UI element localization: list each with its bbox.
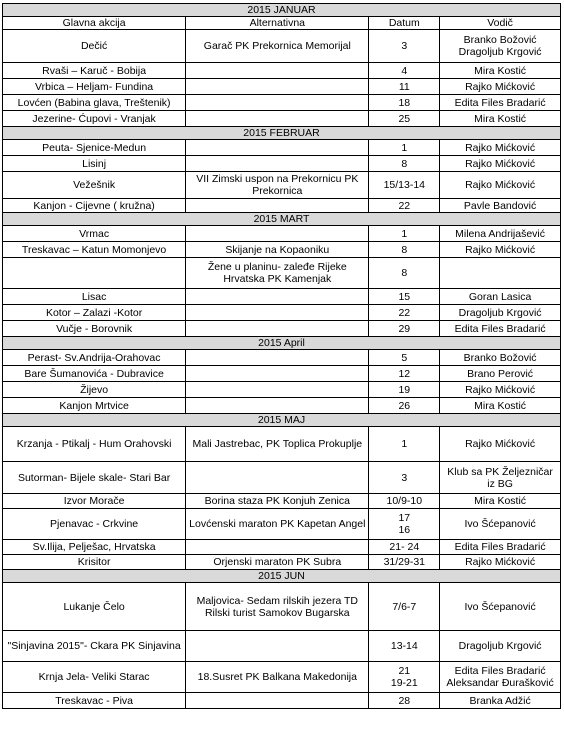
cell-vodic: Ivo Šćepanović: [440, 509, 561, 540]
cell-vodic: Rajko Mićković: [440, 140, 561, 156]
cell-datum: 15/13-14: [369, 172, 440, 199]
cell-alternativna: [186, 540, 369, 555]
cell-glavna-akcija: Sutorman- Bijele skale- Stari Bar: [3, 462, 186, 494]
cell-vodic: Rajko Mićković: [440, 427, 561, 462]
cell-alternativna: Mali Jastrebac, PK Toplica Prokuplje: [186, 427, 369, 462]
month-label: 2015 MART: [3, 213, 561, 226]
cell-glavna-akcija: Vežešnik: [3, 172, 186, 199]
cell-glavna-akcija: Vrmac: [3, 226, 186, 242]
header-datum: Datum: [369, 17, 440, 30]
month-label: 2015 FEBRUAR: [3, 127, 561, 140]
cell-glavna-akcija: Lisac: [3, 289, 186, 305]
table-row: [3, 366, 561, 382]
cell-alternativna: Borina staza PK Konjuh Zenica: [186, 494, 369, 509]
cell-glavna-akcija: Žijevo: [3, 382, 186, 398]
cell-vodic: Edita Files Bradarić: [440, 95, 561, 111]
cell-vodic: Mira Kostić: [440, 63, 561, 79]
cell-vodic: Branko Božović: [440, 350, 561, 366]
table-row: [3, 199, 561, 213]
cell-glavna-akcija: Lisinj: [3, 156, 186, 172]
cell-glavna-akcija: Kanjon Mrtvice: [3, 398, 186, 414]
cell-datum: 22: [369, 305, 440, 321]
cell-datum: 21 19-21: [369, 662, 440, 693]
month-header-row: [3, 127, 561, 140]
cell-glavna-akcija: Vrbica – Heljam- Fundina: [3, 79, 186, 95]
cell-datum: 22: [369, 199, 440, 213]
table-row: [3, 111, 561, 127]
cell-alternativna: Maljovica- Sedam rilskih jezera TD Rilski turist Samokov Bugarska: [186, 583, 369, 631]
cell-glavna-akcija: Izvor Morače: [3, 494, 186, 509]
cell-datum: 1: [369, 427, 440, 462]
cell-glavna-akcija: Sv.Ilija, Pelješac, Hrvatska: [3, 540, 186, 555]
cell-datum: 19: [369, 382, 440, 398]
cell-glavna-akcija: Pjenavac - Crkvine: [3, 509, 186, 540]
cell-vodic: Edita Files Bradarić Aleksandar Đurašković: [440, 662, 561, 693]
cell-glavna-akcija: "Sinjavina 2015"- Ckara PK Sinjavina: [3, 631, 186, 662]
cell-datum: 8: [369, 258, 440, 289]
table-row: [3, 583, 561, 631]
cell-alternativna: Orjenski maraton PK Subra: [186, 555, 369, 570]
table-row: [3, 95, 561, 111]
cell-datum: 11: [369, 79, 440, 95]
cell-alternativna: Garač PK Prekornica Memorijal: [186, 30, 369, 63]
cell-datum: 8: [369, 242, 440, 258]
cell-alternativna: [186, 366, 369, 382]
cell-datum: 5: [369, 350, 440, 366]
cell-alternativna: [186, 156, 369, 172]
cell-glavna-akcija: Lovćen (Babina glava, Treštenik): [3, 95, 186, 111]
cell-alternativna: 18.Susret PK Balkana Makedonija: [186, 662, 369, 693]
table-row: [3, 494, 561, 509]
header-alternativna: Alternativna: [186, 17, 369, 30]
table-row: [3, 462, 561, 494]
table-row: [3, 382, 561, 398]
table-row: [3, 693, 561, 709]
cell-alternativna: Žene u planinu- zaleđe Rijeke Hrvatska PK Kamenjak: [186, 258, 369, 289]
cell-vodic: Milena Andrijašević: [440, 226, 561, 242]
cell-vodic: Klub sa PK Željezničar iz BG: [440, 462, 561, 494]
column-header-row: [3, 17, 561, 30]
cell-glavna-akcija: Dečić: [3, 30, 186, 63]
cell-datum: 4: [369, 63, 440, 79]
month-label: 2015 MAJ: [3, 414, 561, 427]
month-header-row: [3, 337, 561, 350]
cell-glavna-akcija: Jezerine- Ćupovi - Vranjak: [3, 111, 186, 127]
cell-alternativna: [186, 199, 369, 213]
table-row: [3, 631, 561, 662]
table-row: [3, 289, 561, 305]
header-glavna-akcija: Glavna akcija: [3, 17, 186, 30]
header-vodic: Vodič: [440, 17, 561, 30]
cell-alternativna: [186, 140, 369, 156]
cell-vodic: Branko Božović Dragoljub Krgović: [440, 30, 561, 63]
month-header-row: [3, 414, 561, 427]
cell-datum: 25: [369, 111, 440, 127]
cell-vodic: Mira Kostić: [440, 494, 561, 509]
cell-datum: 13-14: [369, 631, 440, 662]
cell-vodic: Pavle Bandović: [440, 199, 561, 213]
cell-vodic: Goran Lasica: [440, 289, 561, 305]
cell-vodic: [440, 258, 561, 289]
cell-datum: 3: [369, 462, 440, 494]
cell-datum: 26: [369, 398, 440, 414]
cell-vodic: Rajko Mićković: [440, 242, 561, 258]
cell-datum: 31/29-31: [369, 555, 440, 570]
table-row: [3, 156, 561, 172]
cell-glavna-akcija: Kanjon - Cijevne ( kružna): [3, 199, 186, 213]
month-label: 2015 JANUAR: [3, 4, 561, 17]
schedule-table: [2, 3, 561, 709]
table-row: [3, 63, 561, 79]
cell-alternativna: [186, 305, 369, 321]
table-row: [3, 540, 561, 555]
cell-glavna-akcija: Krnja Jela- Veliki Starac: [3, 662, 186, 693]
cell-alternativna: [186, 462, 369, 494]
table-row: [3, 509, 561, 540]
cell-glavna-akcija: Treskavac - Piva: [3, 693, 186, 709]
cell-alternativna: [186, 693, 369, 709]
cell-alternativna: [186, 111, 369, 127]
cell-glavna-akcija: Treskavac – Katun Momonjevo: [3, 242, 186, 258]
cell-datum: 10/9-10: [369, 494, 440, 509]
cell-datum: 1: [369, 226, 440, 242]
cell-alternativna: [186, 350, 369, 366]
cell-vodic: Edita Files Bradarić: [440, 321, 561, 337]
cell-alternativna: [186, 631, 369, 662]
cell-glavna-akcija: [3, 258, 186, 289]
cell-glavna-akcija: Vučje - Borovnik: [3, 321, 186, 337]
cell-glavna-akcija: Peuta- Sjenice-Medun: [3, 140, 186, 156]
table-row: [3, 172, 561, 199]
table-row: [3, 555, 561, 570]
cell-datum: 1: [369, 140, 440, 156]
table-row: [3, 258, 561, 289]
table-row: [3, 350, 561, 366]
cell-vodic: Brano Perović: [440, 366, 561, 382]
month-label: 2015 JUN: [3, 570, 561, 583]
cell-alternativna: [186, 95, 369, 111]
cell-vodic: Edita Files Bradarić: [440, 540, 561, 555]
table-row: [3, 305, 561, 321]
cell-vodic: Rajko Mićković: [440, 156, 561, 172]
table-row: [3, 140, 561, 156]
cell-alternativna: [186, 398, 369, 414]
cell-glavna-akcija: Bare Šumanovića - Dubravice: [3, 366, 186, 382]
cell-glavna-akcija: Krzanja - Ptikalj - Hum Orahovski: [3, 427, 186, 462]
month-header-row: [3, 213, 561, 226]
table-row: [3, 79, 561, 95]
cell-glavna-akcija: Perast- Sv.Andrija-Orahovac: [3, 350, 186, 366]
cell-alternativna: Skijanje na Kopaoniku: [186, 242, 369, 258]
cell-glavna-akcija: Krisitor: [3, 555, 186, 570]
cell-datum: 18: [369, 95, 440, 111]
cell-datum: 21- 24: [369, 540, 440, 555]
cell-vodic: Rajko Mićković: [440, 555, 561, 570]
schedule-body: [3, 4, 561, 709]
cell-alternativna: [186, 289, 369, 305]
month-header-row: [3, 4, 561, 17]
cell-alternativna: Lovćenski maraton PK Kapetan Angel: [186, 509, 369, 540]
cell-alternativna: [186, 63, 369, 79]
cell-vodic: Rajko Mićković: [440, 172, 561, 199]
table-row: [3, 30, 561, 63]
cell-glavna-akcija: Rvaši – Karuč - Bobija: [3, 63, 186, 79]
cell-glavna-akcija: Kotor – Zalazi -Kotor: [3, 305, 186, 321]
cell-datum: 17 16: [369, 509, 440, 540]
cell-alternativna: [186, 382, 369, 398]
cell-datum: 3: [369, 30, 440, 63]
table-row: [3, 427, 561, 462]
table-row: [3, 662, 561, 693]
cell-vodic: Mira Kostić: [440, 398, 561, 414]
cell-datum: 29: [369, 321, 440, 337]
cell-datum: 28: [369, 693, 440, 709]
cell-alternativna: [186, 226, 369, 242]
month-header-row: [3, 570, 561, 583]
cell-datum: 7/6-7: [369, 583, 440, 631]
cell-vodic: Branka Adžić: [440, 693, 561, 709]
table-row: [3, 226, 561, 242]
month-label: 2015 April: [3, 337, 561, 350]
cell-alternativna: VII Zimski uspon na Prekornicu PK Prekornica: [186, 172, 369, 199]
cell-vodic: Rajko Mićković: [440, 79, 561, 95]
cell-vodic: Dragoljub Krgović: [440, 305, 561, 321]
cell-alternativna: [186, 79, 369, 95]
cell-datum: 8: [369, 156, 440, 172]
table-row: [3, 242, 561, 258]
cell-datum: 15: [369, 289, 440, 305]
cell-vodic: Ivo Šćepanović: [440, 583, 561, 631]
table-row: [3, 321, 561, 337]
cell-vodic: Mira Kostić: [440, 111, 561, 127]
cell-alternativna: [186, 321, 369, 337]
cell-vodic: Dragoljub Krgović: [440, 631, 561, 662]
cell-datum: 12: [369, 366, 440, 382]
table-row: [3, 398, 561, 414]
cell-vodic: Rajko Mićković: [440, 382, 561, 398]
cell-glavna-akcija: Lukanje Čelo: [3, 583, 186, 631]
